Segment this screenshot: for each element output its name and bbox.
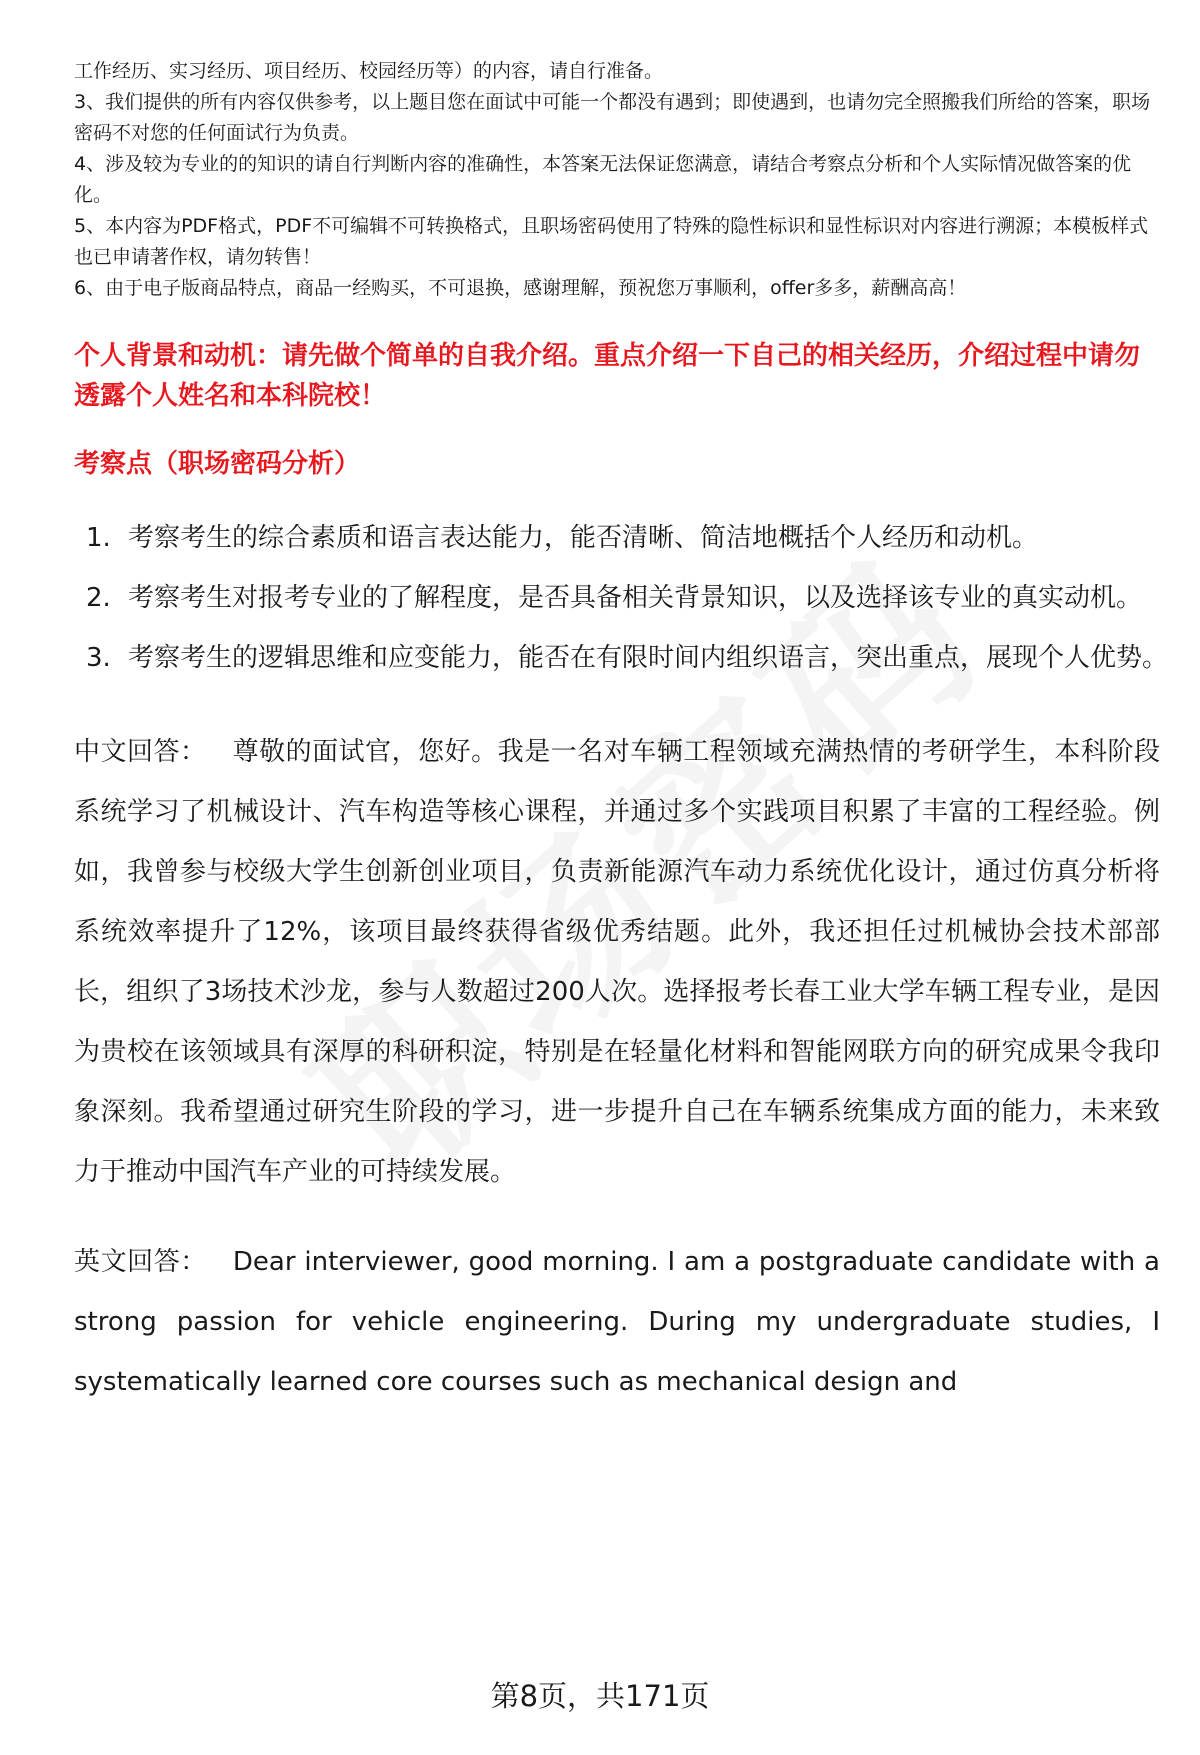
notice-item: 5、本内容为PDF格式，PDF不可编辑不可转换格式，且职场密码使用了特殊的隐性标识和显性标识对内容进行溯源；本模板样式也已申请著作权，请勿转售！ [74, 215, 1149, 268]
list-item-text: 考察考生对报考专业的了解程度，是否具备相关背景知识，以及选择该专业的真实动机。 [128, 583, 1143, 613]
answer-text: 尊敬的面试官，您好。我是一名对车辆工程领域充满热情的考研学生，本科阶段系统学习了机械设计、汽车构造等核心课程，并通过多个实践项目积累了丰富的工程经验。例如，我曾参与校级大学生创新创业项目，负责新能源汽车动力系统优化设计，通过仿真分析将系统效率提升了12%，该项目最终获得省级优秀结题。此外，我还担任过机械协会技术部部长，组织了3场技术沙龙，参与人数超过200人次。选择报考长春工业大学车辆工程专业，是因为贵校在该领域具有深厚的科研积淀，特别是在轻量化材料和智能网联方向的研究成果令我印象深刻。我希望通过研究生阶段的学习，进一步提升自己在车辆系统集成方面的能力，未来致力于推动中国汽车产业的可持续发展。 [74, 737, 1160, 1187]
question-heading: 个人背景和动机：请先做个简单的自我介绍。重点介绍一下自己的相关经历，介绍过程中请勿透露个人姓名和本科院校！ [74, 341, 1141, 411]
notice-item: 工作经历、实习经历、项目经历、校园经历等）的内容，请自行准备。 [74, 60, 664, 82]
list-item-text: 考察考生的综合素质和语言表达能力，能否清晰、简洁地概括个人经历和动机。 [128, 523, 1039, 553]
notice-list [74, 56, 1164, 304]
answer-chinese [74, 722, 1160, 1202]
answer-text: Dear interviewer, good morning. I am a postgraduate candidate with a strong passion for vehicle engineering. During my undergraduate studies, I systematically learned core courses such as mechanical design and [74, 1247, 1160, 1397]
page-number: 第8页，共171页 [490, 1679, 710, 1713]
list-item [74, 628, 1188, 688]
answer-english [74, 1232, 1160, 1412]
notice-item: 3、我们提供的所有内容仅供参考，以上题目您在面试中可能一个都没有遇到；即使遇到，也请勿完全照搬我们所给的答案，职场密码不对您的任何面试行为负责。 [74, 91, 1151, 144]
list-number: 3. [86, 643, 111, 673]
list-number: 1. [86, 523, 111, 553]
list-item [74, 508, 1188, 568]
notice-item: 6、由于电子版商品特点，商品一经购买，不可退换，感谢理解，预祝您万事顺利，offer多多，薪酬高高！ [74, 277, 967, 299]
answer-label: 英文回答： [74, 1247, 207, 1277]
notice-item: 4、涉及较为专业的的知识的请自行判断内容的准确性，本答案无法保证您满意，请结合考察点分析和个人实际情况做答案的优化。 [74, 153, 1132, 206]
list-item [74, 568, 1188, 628]
answer-label: 中文回答： [74, 737, 207, 767]
list-number: 2. [86, 583, 111, 613]
points-heading: 考察点（职场密码分析） [74, 449, 361, 479]
points-list [74, 508, 1169, 688]
document-page [74, 56, 1169, 1412]
list-item-text: 考察考生的逻辑思维和应变能力，能否在有限时间内组织语言，突出重点，展现个人优势。 [128, 643, 1169, 673]
